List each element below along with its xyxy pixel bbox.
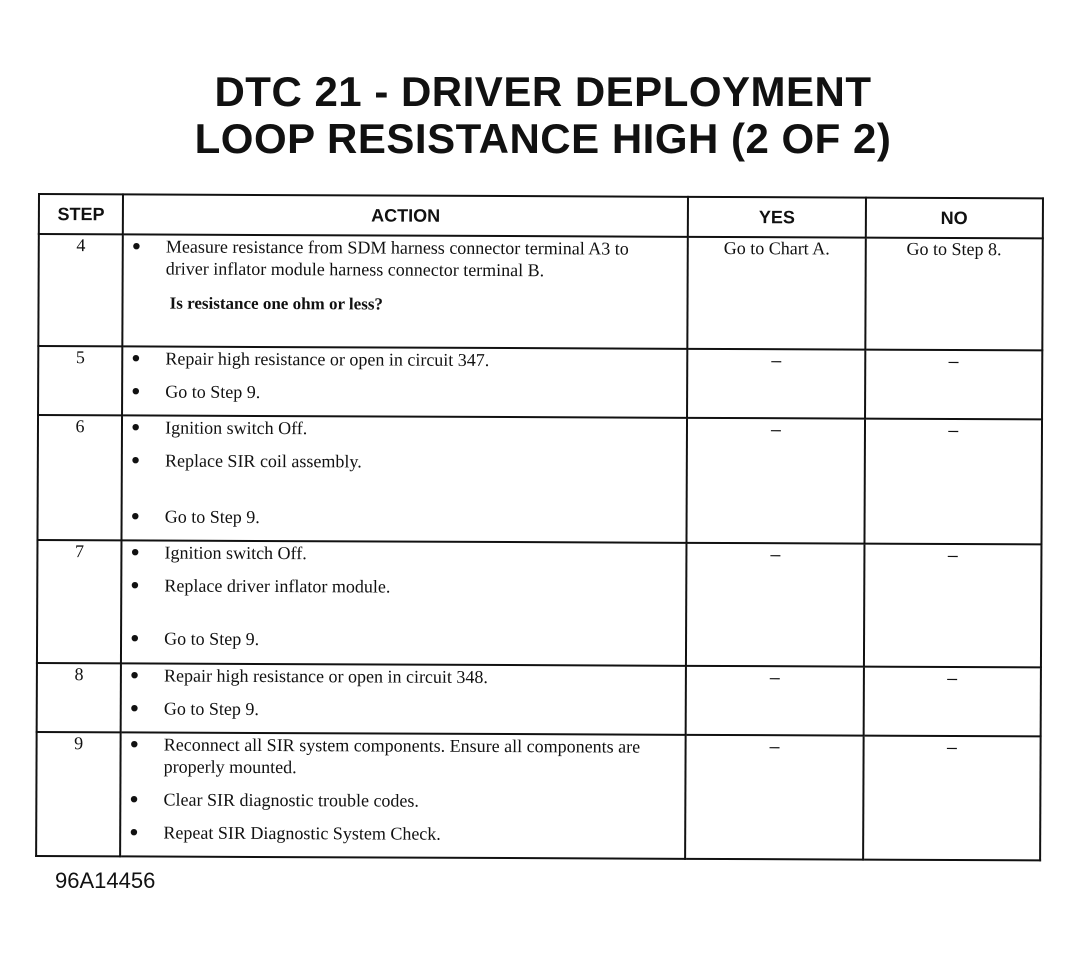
yes-result: Go to Chart A. <box>688 237 866 350</box>
bullet-icon: ● <box>131 350 141 367</box>
header-yes: YES <box>688 197 866 238</box>
bullet-icon: ● <box>131 419 141 436</box>
bullet-icon: ● <box>131 238 142 255</box>
header-action: ACTION <box>123 194 688 236</box>
table-row <box>38 234 1042 350</box>
no-result <box>865 350 1043 420</box>
dash-mark: – <box>948 350 959 372</box>
bullet-icon: ● <box>129 824 139 841</box>
title-line-1: DTC 21 - DRIVER DEPLOYMENT <box>214 68 872 115</box>
table-row <box>37 540 1042 667</box>
step-number: 9 <box>36 732 121 856</box>
bullet-icon: ● <box>130 508 140 525</box>
bullet-icon: ● <box>129 791 139 808</box>
action-cell <box>121 663 686 734</box>
action-text: Replace SIR coil assembly. <box>164 450 362 472</box>
dash-mark: – <box>770 544 781 565</box>
dash-mark: – <box>770 419 781 440</box>
action-item <box>123 541 686 565</box>
action-item <box>123 347 686 371</box>
dash-mark: – <box>769 667 780 688</box>
step-number: 8 <box>37 663 121 732</box>
no-result <box>863 667 1041 737</box>
no-result: Go to Step 8. <box>865 238 1043 351</box>
bullet-icon: ● <box>129 736 139 753</box>
yes-result <box>687 418 865 544</box>
dash-mark: – <box>946 736 957 758</box>
step-number: 7 <box>37 540 122 663</box>
table-row <box>37 663 1041 736</box>
action-item <box>122 627 685 651</box>
bullet-icon: ● <box>131 383 141 400</box>
action-item <box>122 697 685 721</box>
dash-mark: – <box>771 350 782 371</box>
action-text: Reconnect all SIR system components. Ensure all components are properly mounted. <box>163 734 641 778</box>
step-number: 4 <box>38 234 123 346</box>
diagnostic-table <box>35 193 1044 861</box>
action-cell <box>120 732 686 858</box>
action-question: Is resistance one ohm or less? <box>169 293 383 314</box>
action-text: Ignition switch Off. <box>165 417 308 439</box>
table-row <box>37 415 1042 544</box>
action-text: Repair high resistance or open in circuit 347. <box>165 348 490 370</box>
action-text: Go to Step 9. <box>163 698 259 719</box>
header-no: NO <box>865 198 1043 239</box>
table-header-row <box>39 194 1043 238</box>
table-row <box>36 732 1041 860</box>
action-text: Repair high resistance or open in circuit 348. <box>164 665 488 687</box>
bullet-icon: ● <box>129 700 140 717</box>
title-line-2: LOOP RESISTANCE HIGH (2 OF 2) <box>194 115 892 162</box>
action-cell <box>122 346 687 417</box>
action-cell <box>121 540 687 665</box>
page-title <box>0 68 1086 162</box>
action-item <box>122 574 685 598</box>
bullet-icon: ● <box>130 544 140 561</box>
yes-result <box>687 349 865 419</box>
action-text: Clear SIR diagnostic trouble codes. <box>163 789 420 811</box>
no-result <box>863 736 1041 861</box>
no-result <box>864 419 1042 545</box>
action-cell <box>122 415 688 542</box>
action-text: Go to Step 9. <box>164 628 260 649</box>
action-item <box>121 788 684 812</box>
dash-mark: – <box>947 667 958 689</box>
dash-mark: – <box>769 736 780 757</box>
action-item <box>123 380 686 404</box>
action-item <box>123 449 686 473</box>
action-text: Go to Step 9. <box>164 506 260 527</box>
action-cell <box>122 234 688 348</box>
action-item <box>121 821 684 845</box>
action-text: Replace driver inflator module. <box>164 575 391 597</box>
dash-mark: – <box>948 419 959 441</box>
bullet-icon: ● <box>130 452 141 469</box>
action-text: Repeat SIR Diagnostic System Check. <box>163 822 441 844</box>
bullet-icon: ● <box>130 667 140 684</box>
action-item <box>123 416 686 440</box>
bullet-icon: ● <box>130 630 140 647</box>
yes-result <box>686 666 864 736</box>
action-text: Measure resistance from SDM harness connector terminal A3 to driver inflator module harness connector terminal B. <box>165 236 629 281</box>
dash-mark: – <box>947 544 958 566</box>
step-number: 6 <box>37 415 122 540</box>
step-number: 5 <box>38 346 122 415</box>
action-text: Go to Step 9. <box>165 381 261 402</box>
table-row <box>38 346 1042 419</box>
yes-result <box>686 543 864 667</box>
action-item <box>124 235 687 281</box>
action-item <box>123 505 686 529</box>
action-item <box>122 733 685 779</box>
yes-result <box>685 735 863 860</box>
action-text: Ignition switch Off. <box>164 542 307 564</box>
figure-id: 96A14456 <box>55 868 156 893</box>
no-result <box>864 544 1042 668</box>
bullet-icon: ● <box>130 577 140 594</box>
header-step: STEP <box>39 194 123 234</box>
action-item <box>122 664 685 688</box>
